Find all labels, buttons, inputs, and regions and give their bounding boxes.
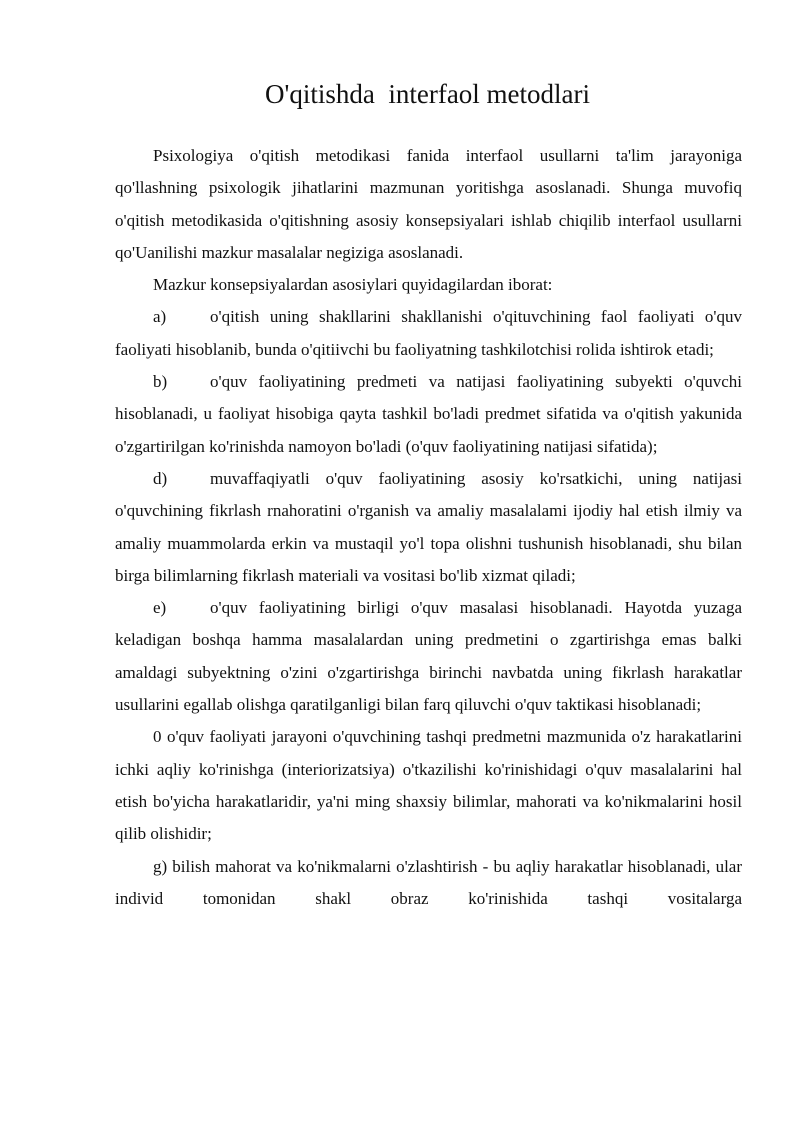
paragraph (115, 721, 742, 850)
paragraph-text: Mazkur konsepsiyalardan asosiylari quyidagilardan iborat: (153, 275, 553, 295)
list-item-text: muvaffaqiyatli o'quv faoliyatining asosiy ko'rsatkichi, uning natijasi o'quvchining fikrlash rnahoratini o'rganish va amaliy masalalami ijodiy hal etish ilmiy va amaliy muammolarda erkin va mustaqil yo'l topa olishni tushunish hisoblanadi, shu bilan birga bilimlarning fikrlash materiali va vositasi bo'lib xizmat qiladi; (115, 468, 742, 585)
list-marker: d) (153, 468, 168, 488)
list-item-text: o'qitish uning shakllarini shakllanishi o'qituvchining faol faoliyati o'quv faoliyati hisoblanib, bunda o'qitiivchi bu faoliyatning tashkilotchisi rolida ishtirok etadi; (115, 307, 742, 359)
paragraph (115, 140, 742, 269)
list-item-text: o'quv faoliyatining predmeti va natijasi faoliyatining subyekti o'quvchi hisoblanadi, u faoliyat hisobiga qayta tashkil bo'ladi predmet sifatida va o'qitish yakunida o'zgartirilgan ko'rinishda namoyon bo'ladi (o'quv faoliyatining natijasi sifatida); (115, 372, 742, 456)
paragraph (115, 269, 742, 301)
document-title: O'qitishda interfaol metodlari (264, 79, 591, 109)
list-marker: a) (153, 307, 167, 327)
paragraph-text: 0 o'quv faoliyati jarayoni o'quvchining tashqi predmetni mazmunida o'z harakatlarini ichki aqliy ko'rinishga (interiorizatsiya) o'tkazilishi ko'rinishidagi o'quv masalalarini hal etish bo'yicha harakatlaridir, ya'ni ming shaxsiy bilimlar, mahorati va ko'nikmalarini hosil qilib olishidir; (115, 727, 742, 844)
paragraph (115, 851, 742, 916)
list-item (115, 592, 742, 721)
paragraph-text: g) bilish mahorat va ko'nikmalarni o'zlashtirish - bu aqliy harakatlar hisoblanadi, ular individ tomonidan shakl obraz ko'rinishida tashqi vositalarga (115, 856, 742, 908)
list-item (115, 301, 742, 366)
list-marker: e) (153, 598, 167, 618)
list-item-text: o'quv faoliyatining birligi o'quv masalasi hisoblanadi. Hayotda yuzaga keladigan boshqa hamma masalalardan uning predmetini o zgartirishga emas balki amaldagi subyektning o'zini o'zgartirishga birinchi navbatda uning fikrlash harakatlar usullarini egallab olishga qaratilganligi bilan farq qiluvchi o'quv taktikasi hisoblanadi; (115, 598, 742, 715)
paragraph-text: Psixologiya o'qitish metodikasi fanida interfaol usullarni ta'lim jarayoniga qo'llashning psixologik jihatlarini mazmunan yoritishga asoslanadi. Shunga muvofiq o'qitish metodikasida o'qitishning asosiy konsepsiyalari ishlab chiqilib interfaol usullarni qo'Uanilishi mazkur masalalar negiziga asoslanadi. (115, 146, 742, 262)
list-item (115, 366, 742, 463)
document-body (115, 140, 742, 915)
list-marker: b) (153, 372, 168, 392)
list-item (115, 463, 742, 592)
